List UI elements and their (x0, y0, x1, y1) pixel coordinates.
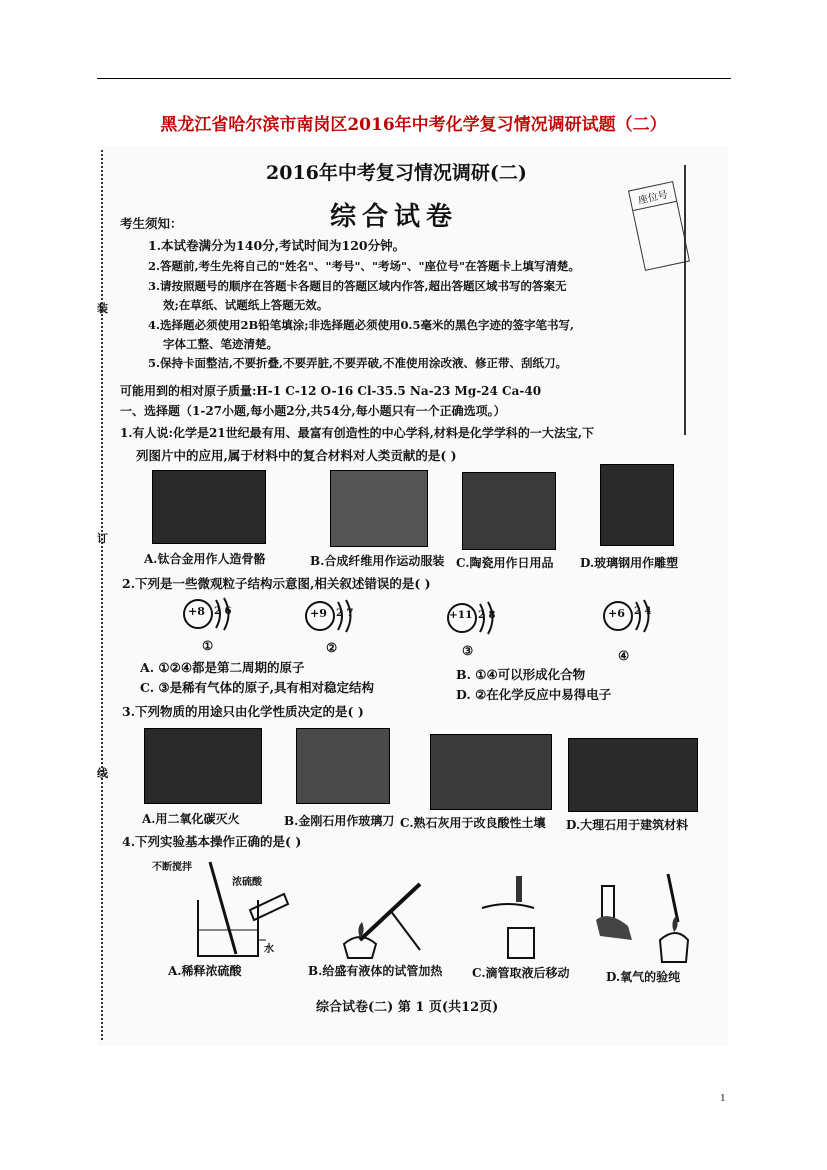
q3-option-a: A.用二氧化碳灭火 (142, 812, 240, 826)
q3-photo-c-soil (430, 734, 552, 810)
atom-1-label: ① (202, 638, 214, 653)
q1-option-c: C.陶瓷用作日用品 (456, 556, 554, 570)
atom-1-nucleus: +8 (188, 605, 205, 618)
exam-subtitle: 综合试卷 (330, 202, 459, 232)
atom-4-nucleus: +6 (608, 607, 625, 620)
q3-photo-d-building (568, 738, 698, 812)
side-mark-3: 线 (97, 767, 108, 780)
seat-label: 座位号 (629, 182, 676, 211)
q1-option-b: B.合成纤维用作运动服装 (310, 554, 445, 568)
q4-label-water: 水 (264, 944, 274, 955)
notice-item-4-cont: 字体工整、笔迹清楚。 (163, 337, 278, 351)
document-title: 黑龙江省哈尔滨市南岗区2016年中考化学复习情况调研试题（二） (160, 115, 667, 135)
beaker-dilution-drawing (180, 860, 300, 960)
dropper-drawing (478, 872, 558, 962)
q2-option-a: A. ①②④都是第二周期的原子 (140, 660, 305, 675)
q1-stem-line2: 列图片中的应用,属于材料中的复合材料对人类贡献的是( ) (136, 448, 457, 463)
q3-option-b: B.金刚石用作玻璃刀 (284, 814, 395, 828)
side-mark-1: 装 (97, 302, 108, 315)
atom-diagram-4 (600, 598, 670, 642)
atom-3-label: ③ (462, 643, 474, 658)
test-tube-heating-drawing (330, 880, 440, 960)
notice-item-5: 5.保持卡面整洁,不要折叠,不要弄脏,不要弄破,不准使用涂改液、修正带、刮纸刀。 (148, 356, 568, 370)
exam-footer: 综合试卷(二) 第 1 页(共12页) (316, 1000, 499, 1015)
q4-label-stir: 不断搅拌 (152, 862, 192, 873)
notice-item-4: 4.选择题必须使用2B铅笔填涂;非选择题必须使用0.5毫米的黑色字迹的签字笔书写, (148, 318, 574, 332)
q1-stem-line1: 1.有人说:化学是21世纪最有用、最富有创造性的中心学科,材料是化学学科的一大法宝,下 (120, 426, 595, 440)
q4-option-c: C.滴管取液后移动 (472, 966, 570, 980)
q2-stem: 2.下列是一些微观粒子结构示意图,相关叙述错误的是( ) (122, 576, 431, 591)
atom-4-shells: 2 4 (634, 606, 652, 617)
atom-1-shells: 2 6 (214, 606, 232, 617)
atom-2-label: ② (326, 640, 338, 655)
q2-option-b: B. ①④可以形成化合物 (456, 667, 586, 682)
atom-2-nucleus: +9 (310, 607, 327, 620)
q3-photo-b-glass-cutter (296, 728, 390, 804)
q4-label-acid: 浓硫酸 (232, 877, 262, 888)
q1-option-d: D.玻璃钢用作雕塑 (580, 556, 679, 570)
right-border-line (684, 165, 686, 435)
notice-heading: 考生须知： (120, 216, 183, 231)
q4-option-d: D.氧气的验纯 (606, 970, 681, 984)
q1-photo-c-ceramics (462, 472, 556, 550)
q1-photo-a-bones (152, 470, 266, 544)
q4-stem: 4.下列实验基本操作正确的是( ) (122, 834, 302, 849)
atom-3-nucleus: +11 (449, 609, 473, 621)
notice-item-3: 3.请按照题号的顺序在答题卡各题目的答题区域内作答,超出答题区域书写的答案无 (148, 279, 567, 293)
q3-option-d: D.大理石用于建筑材料 (566, 818, 689, 832)
atom-3-shells: 2 8 (478, 610, 496, 621)
q3-stem: 3.下列物质的用途只由化学性质决定的是( ) (122, 704, 364, 719)
q3-photo-a-fire-extinguisher (144, 728, 262, 804)
q4-option-a: A.稀释浓硫酸 (168, 964, 242, 978)
side-mark-2: 订 (97, 532, 108, 545)
header-rule (97, 78, 731, 79)
q4-option-b: B.给盛有液体的试管加热 (308, 964, 443, 978)
exam-title: 2016年中考复习情况调研(二) (266, 162, 527, 184)
section-heading: 一、选择题（1-27小题,每小题2分,共54分,每小题只有一个正确选项。） (120, 404, 506, 418)
notice-item-3-cont: 效;在草纸、试题纸上答题无效。 (163, 298, 329, 312)
binding-dotted-line (101, 150, 103, 1040)
atom-diagram-2 (302, 598, 372, 642)
q1-photo-d-sculpture (600, 464, 674, 546)
q1-option-a: A.钛合金用作人造骨骼 (144, 552, 266, 566)
atomic-masses: 可能用到的相对原子质量:H-1 C-12 O-16 Cl-35.5 Na-23 Mg-24 Ca-40 (120, 384, 542, 398)
notice-item-1: 1.本试卷满分为140分,考试时间为120分钟。 (148, 238, 406, 253)
q3-option-c: C.熟石灰用于改良酸性土壤 (400, 816, 546, 830)
oxygen-test-drawing (588, 870, 698, 970)
notice-item-2: 2.答题前,考生先将自己的"姓名"、"考号"、"考场"、"座位号"在答题卡上填写清楚。 (148, 259, 580, 273)
q1-photo-b-sportswear (330, 470, 428, 547)
q2-option-c: C. ③是稀有气体的原子,具有相对稳定结构 (140, 680, 374, 695)
atom-2-shells: 2 7 (336, 608, 354, 619)
page-number: 1 (720, 1092, 726, 1104)
q2-option-d: D. ②在化学反应中易得电子 (456, 687, 612, 702)
atom-diagram-1 (180, 596, 250, 640)
atom-diagram-3 (444, 600, 514, 644)
atom-4-label: ④ (618, 648, 630, 663)
